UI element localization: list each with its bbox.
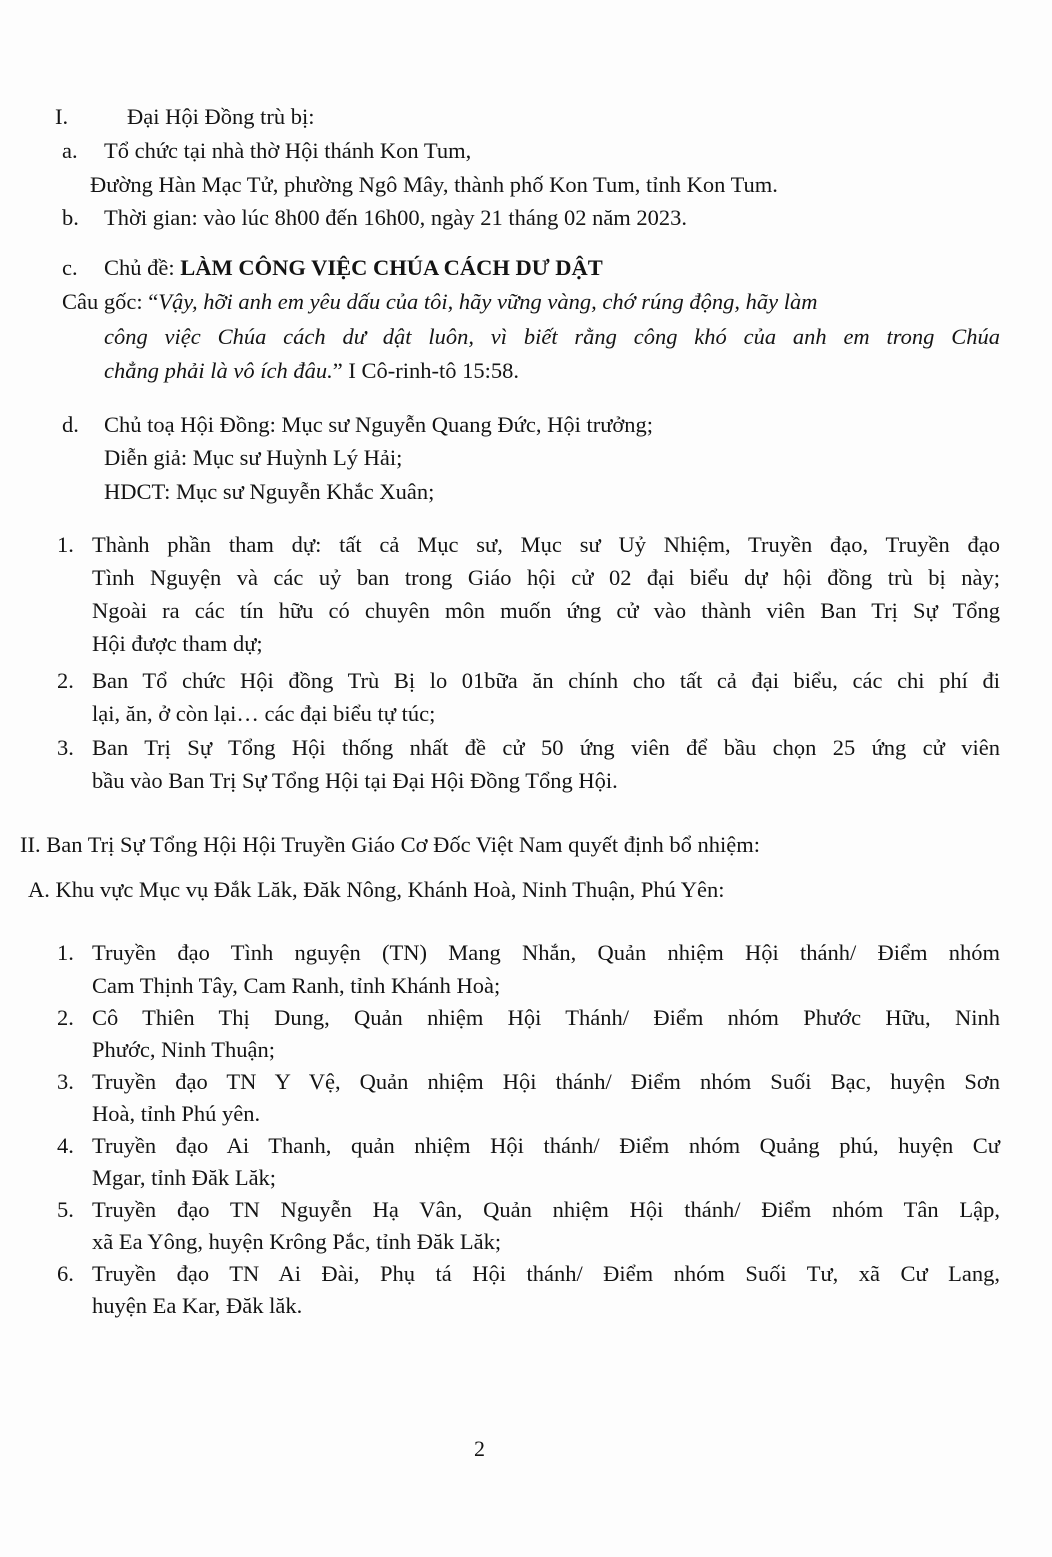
item-a-marker: a.	[62, 138, 78, 163]
item-c-marker: c.	[62, 255, 78, 280]
verse-label: Câu gốc:	[62, 289, 149, 314]
page-number: 2	[474, 1436, 485, 1461]
appointment-5-line1: Truyền đạo TN Nguyễn Hạ Vân, Quản nhiệm Hội thánh/ Điểm nhóm Tân Lập,	[92, 1197, 1000, 1222]
numbered-1-line3: Ngoài ra các tín hữu có chuyên môn muốn ứng cử vào thành viên Ban Trị Sự Tổng	[92, 598, 1000, 623]
appointment-1-marker: 1.	[57, 940, 74, 965]
appointment-1-line2: Cam Thịnh Tây, Cam Ranh, tỉnh Khánh Hoà;	[92, 973, 501, 998]
appointment-3-line1: Truyền đạo TN Y Vệ, Quản nhiệm Hội thánh/ Điểm nhóm Suối Bạc, huyện Sơn	[92, 1069, 1000, 1094]
item-d-line1: Chủ toạ Hội Đồng: Mục sư Nguyễn Quang Đức, Hội trưởng;	[104, 412, 654, 437]
numbered-3-line2: bầu vào Ban Trị Sự Tổng Hội tại Đại Hội Đồng Tổng Hội.	[92, 768, 618, 793]
verse-text-3: chẳng phải là vô ích đâu.	[104, 358, 333, 383]
numbered-2-marker: 2.	[57, 668, 74, 693]
item-a-line2: Đường Hàn Mạc Tử, phường Ngô Mây, thành phố Kon Tum, tỉnh Kon Tum.	[90, 172, 778, 197]
appointment-2-line2: Phước, Ninh Thuận;	[92, 1037, 276, 1062]
item-a-line1: Tổ chức tại nhà thờ Hội thánh Kon Tum,	[104, 138, 472, 163]
item-b-text: Thời gian: vào lúc 8h00 đến 16h00, ngày 21 tháng 02 năm 2023.	[104, 205, 688, 230]
appointment-3-marker: 3.	[57, 1069, 74, 1094]
numbered-2-line2: lại, ăn, ở còn lại… các đại biểu tự túc;	[92, 701, 436, 726]
verse-text-2: công việc Chúa cách dư dật luôn, vì biết rằng công khó của anh em trong Chúa	[104, 324, 1000, 349]
item-d-line2: Diễn giả: Mục sư Huỳnh Lý Hải;	[104, 445, 403, 470]
section-2-heading: II. Ban Trị Sự Tổng Hội Hội Truyền Giáo Cơ Đốc Việt Nam quyết định bổ nhiệm:	[20, 832, 761, 857]
appointment-2-marker: 2.	[57, 1005, 74, 1030]
appointment-4-line2: Mgar, tỉnh Đăk Lăk;	[92, 1165, 277, 1190]
numbered-3-marker: 3.	[57, 735, 74, 760]
subsection-a-heading: A. Khu vực Mục vụ Đắk Lăk, Đăk Nông, Khánh Hoà, Ninh Thuận, Phú Yên:	[28, 877, 725, 902]
numbered-1-line2: Tình Nguyện và các uỷ ban trong Giáo hội cử 02 đại biểu dự hội đồng trù bị này;	[92, 565, 1000, 590]
numbered-3-line1: Ban Trị Sự Tổng Hội thống nhất đề cử 50 ứng viên để bầu chọn 25 ứng cử viên	[92, 735, 1000, 760]
appointment-4-line1: Truyền đạo Ai Thanh, quản nhiệm Hội thánh/ Điểm nhóm Quảng phú, huyện Cư	[92, 1133, 1000, 1158]
appointment-1-line1: Truyền đạo Tình nguyện (TN) Mang Nhắn, Quản nhiệm Hội thánh/ Điểm nhóm	[92, 940, 1000, 965]
theme-label: Chủ đề:	[104, 255, 181, 280]
appointment-5-marker: 5.	[57, 1197, 74, 1222]
numbered-1-line1: Thành phần tham dự: tất cả Mục sư, Mục sư Uỷ Nhiệm, Truyền đạo, Truyền đạo	[92, 532, 1000, 557]
appointment-6-line1: Truyền đạo TN Ai Đài, Phụ tá Hội thánh/ Điểm nhóm Suối Tư, xã Cư Lang,	[92, 1261, 1000, 1286]
appointment-6-line2: huyện Ea Kar, Đăk lăk.	[92, 1293, 303, 1318]
section-1-marker: I.	[55, 104, 69, 129]
theme-title: LÀM CÔNG VIỆC CHÚA CÁCH DƯ DẬT	[180, 255, 603, 280]
verse-text-1: Vậy, hỡi anh em yêu dấu của tôi, hãy vững vàng, chớ rúng động, hãy làm	[158, 289, 818, 314]
appointment-2-line1: Cô Thiên Thị Dung, Quản nhiệm Hội Thánh/ Điểm nhóm Phước Hữu, Ninh	[92, 1005, 1000, 1030]
theme-line	[104, 253, 603, 283]
verse-reference: I Cô-rinh-tô 15:58.	[342, 358, 519, 383]
appointment-3-line2: Hoà, tỉnh Phú yên.	[92, 1101, 261, 1126]
open-quote: “	[148, 289, 159, 314]
numbered-1-line4: Hội được tham dự;	[92, 631, 263, 656]
item-b-marker: b.	[62, 205, 79, 230]
item-d-marker: d.	[62, 412, 79, 437]
item-d-line3: HDCT: Mục sư Nguyễn Khắc Xuân;	[104, 479, 435, 504]
appointment-4-marker: 4.	[57, 1133, 74, 1158]
numbered-2-line1: Ban Tổ chức Hội đồng Trù Bị lo 01bữa ăn chính cho tất cả đại biểu, các chi phí đi	[92, 668, 1000, 693]
close-quote: ”	[332, 358, 343, 383]
appointment-5-line2: xã Ea Yông, huyện Krông Pắc, tỉnh Đăk Lăk;	[92, 1229, 502, 1254]
verse-line-1	[62, 287, 818, 317]
appointment-6-marker: 6.	[57, 1261, 74, 1286]
verse-line-3	[104, 356, 519, 386]
numbered-1-marker: 1.	[57, 532, 74, 557]
section-1-title: Đại Hội Đồng trù bị:	[127, 104, 315, 129]
